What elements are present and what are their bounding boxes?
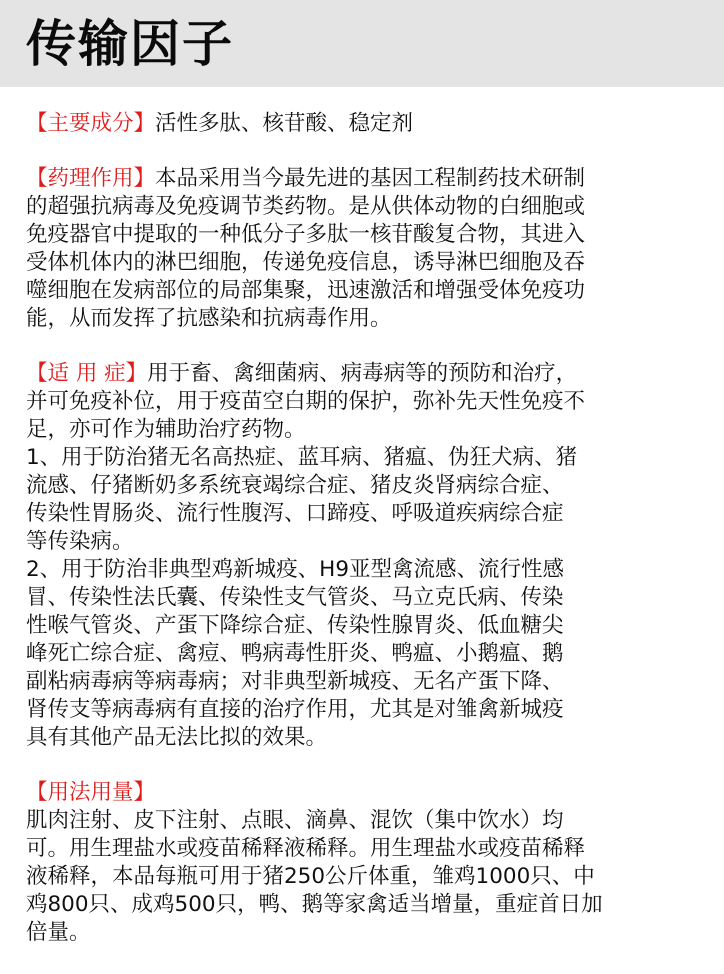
pharmacology-section xyxy=(26,165,702,333)
pharmacology-line: 【药理作用】本品采用当今最先进的基因工程制药技术研制 xyxy=(26,166,586,191)
pharmacology-line: 能，从而发挥了抗感染和抗病毒作用。 xyxy=(26,306,392,331)
dosage-line: 液稀释，本品每瓶可用于猪250公斤体重，雏鸡1000只、中 xyxy=(26,864,595,889)
ingredients-label: 【主要成分】 xyxy=(26,111,156,136)
indications-line: 肾传支等病毒病有直接的治疗作用，尤其是对雏禽新城疫 xyxy=(26,697,564,722)
pharmacology-line: 噬细胞在发病部位的局部集聚，迅速激活和增强受体免疫功 xyxy=(26,278,586,303)
indications-section xyxy=(26,360,702,752)
pharmacology-line: 免疫器官中提取的一种低分子多肽一核苷酸复合物，其进入 xyxy=(26,222,586,247)
indications-line: 副粘病毒病等病毒病；对非典型新城疫、无名产蛋下降、 xyxy=(26,669,564,694)
indications-line: 流感、仔猪断奶多系统衰竭综合症、猪皮炎肾病综合症、 xyxy=(26,473,564,498)
indications-line: 峰死亡综合症、禽痘、鸭病毒性肝炎、鸭瘟、小鹅瘟、鹅 xyxy=(26,641,564,666)
page-title: 传输因子 xyxy=(26,15,234,73)
indications-line: 1、用于防治猪无名高热症、蓝耳病、猪瘟、伪狂犬病、猪 xyxy=(26,445,578,470)
title-bar xyxy=(0,0,724,87)
document-body xyxy=(26,110,702,974)
indications-line: 等传染病。 xyxy=(26,529,134,554)
dosage-section xyxy=(26,779,702,947)
ingredients-text: 活性多肽、核苷酸、稳定剂 xyxy=(155,111,414,136)
dosage-line: 鸡800只、成鸡500只，鸭、鹅等家禽适当增量，重症首日加 xyxy=(26,892,603,917)
indications-line: 并可免疫补位，用于疫苗空白期的保护，弥补先天性免疫不 xyxy=(26,389,586,414)
ingredients-section xyxy=(26,110,702,138)
indications-line: 性喉气管炎、产蛋下降综合症、传染性腺胃炎、低血糖尖 xyxy=(26,613,564,638)
indications-line: 具有其他产品无法比拟的效果。 xyxy=(26,725,328,750)
indications-label: 【适 用 症】 xyxy=(26,361,148,386)
dosage-line: 倍量。 xyxy=(26,920,91,945)
pharmacology-line: 受体机体内的淋巴细胞，传递免疫信息，诱导淋巴细胞及吞 xyxy=(26,250,586,275)
indications-line: 足，亦可作为辅助治疗药物。 xyxy=(26,417,306,442)
indications-line: 传染性胃肠炎、流行性腹泻、口蹄疫、呼吸道疾病综合症 xyxy=(26,501,564,526)
indications-line: 冒、传染性法氏囊、传染性支气管炎、马立克氏病、传染 xyxy=(26,585,564,610)
indications-line: 【适 用 症】用于畜、禽细菌病、病毒病等的预防和治疗， xyxy=(26,361,578,386)
dosage-line: 肌肉注射、皮下注射、点眼、滴鼻、混饮（集中饮水）均 xyxy=(26,808,564,833)
indications-line: 2、用于防治非典型鸡新城疫、H9亚型禽流感、流行性感 xyxy=(26,557,565,582)
pharmacology-line: 的超强抗病毒及免疫调节类药物。是从供体动物的白细胞或 xyxy=(26,194,586,219)
dosage-line: 可。用生理盐水或疫苗稀释液稀释。用生理盐水或疫苗稀释 xyxy=(26,836,586,861)
pharmacology-label: 【药理作用】 xyxy=(26,166,156,191)
dosage-label: 【用法用量】 xyxy=(26,780,156,805)
